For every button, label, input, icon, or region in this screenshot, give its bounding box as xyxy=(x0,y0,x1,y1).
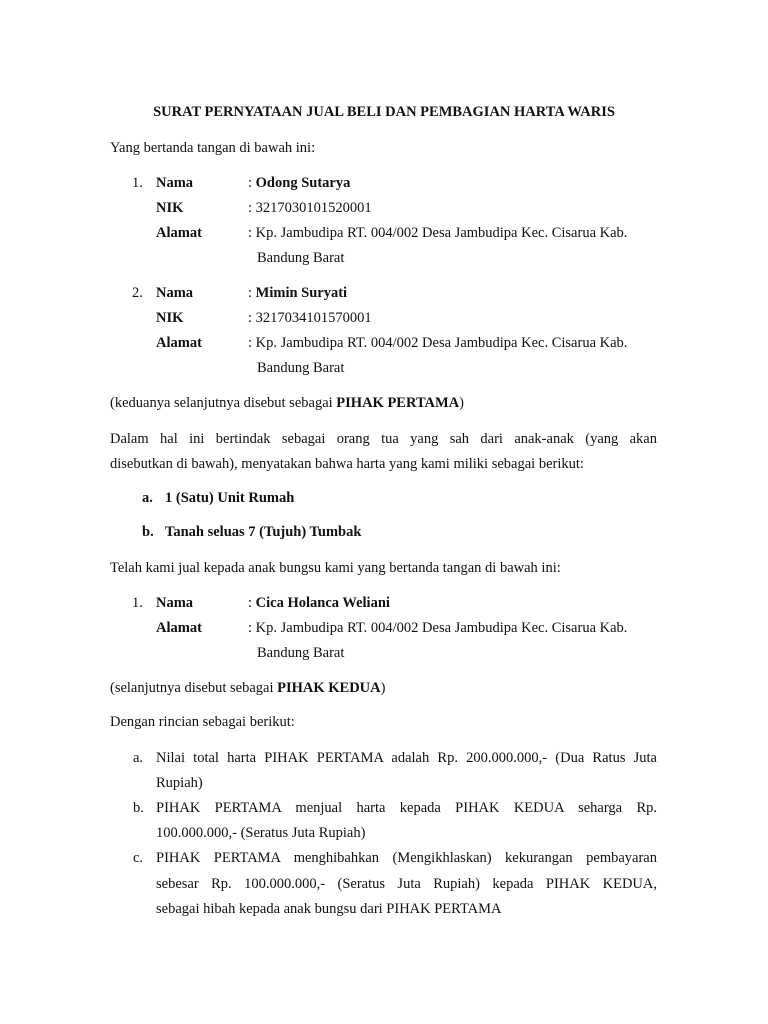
asset-b-marker: b. xyxy=(142,524,154,540)
party-2-address-line-2: Bandung Barat xyxy=(257,360,345,376)
party-2-number: 2. xyxy=(132,285,143,301)
details-intro: Dengan rincian sebagai berikut: xyxy=(110,714,295,730)
statement-line-1: Dalam hal ini bertindak sebagai orang tua yang sah dari anak-anak (yang akan xyxy=(110,431,657,447)
party-1-address-line-1: : Kp. Jambudipa RT. 004/002 Desa Jambudipa Kec. Cisarua Kab. xyxy=(248,225,628,241)
party-1-address-label: Alamat xyxy=(156,225,202,241)
buyer-address-line-2: Bandung Barat xyxy=(257,645,345,661)
buyer-name-label: Nama xyxy=(156,595,194,611)
asset-a-text: 1 (Satu) Unit Rumah xyxy=(165,490,295,506)
sold-intro: Telah kami jual kepada anak bungsu kami yang bertanda tangan di bawah ini: xyxy=(110,560,561,576)
party-1-name-label: Nama xyxy=(156,175,194,191)
buyer-number: 1. xyxy=(132,595,143,611)
intro-text: Yang bertanda tangan di bawah ini: xyxy=(110,140,316,156)
detail-a-line-1: Nilai total harta PIHAK PERTAMA adalah Rp. 200.000.000,- (Dua Ratus Juta xyxy=(156,750,657,766)
party-1-nik-label: NIK xyxy=(156,200,184,216)
detail-b-marker: b. xyxy=(133,800,144,816)
buyer-name: : Cica Holanca Weliani xyxy=(248,595,390,611)
party-1-name: : Odong Sutarya xyxy=(248,175,351,191)
pihak-kedua-note: (selanjutnya disebut sebagai PIHAK KEDUA) xyxy=(110,680,386,696)
detail-a-line-2: Rupiah) xyxy=(156,775,203,791)
detail-b-line-2: 100.000.000,- (Seratus Juta Rupiah) xyxy=(156,825,366,841)
party-2-nik: : 3217034101570001 xyxy=(248,310,372,326)
party-1-nik: : 3217030101520001 xyxy=(248,200,372,216)
detail-c-line-2: sebesar Rp. 100.000.000,- (Seratus Juta Rupiah) kepada PIHAK KEDUA, xyxy=(156,876,657,892)
detail-c-line-3: sebagai hibah kepada anak bungsu dari PIHAK PERTAMA xyxy=(156,901,502,917)
detail-c-marker: c. xyxy=(133,850,144,866)
pihak-pertama-note: (keduanya selanjutnya disebut sebagai PIHAK PERTAMA) xyxy=(110,395,465,411)
buyer-address-label: Alamat xyxy=(156,620,202,636)
detail-b-line-1: PIHAK PERTAMA menjual harta kepada PIHAK KEDUA seharga Rp. xyxy=(156,800,657,816)
asset-b-text: Tanah seluas 7 (Tujuh) Tumbak xyxy=(165,524,362,540)
party-2-address-label: Alamat xyxy=(156,335,202,351)
party-2-name-label: Nama xyxy=(156,285,194,301)
document-title: SURAT PERNYATAAN JUAL BELI DAN PEMBAGIAN HARTA WARIS xyxy=(153,104,615,120)
buyer-address-line-1: : Kp. Jambudipa RT. 004/002 Desa Jambudipa Kec. Cisarua Kab. xyxy=(248,620,628,636)
party-1-number: 1. xyxy=(132,175,143,191)
statement-line-2: disebutkan di bawah), menyatakan bahwa harta yang kami miliki sebagai berikut: xyxy=(110,456,584,472)
party-1-address-line-2: Bandung Barat xyxy=(257,250,345,266)
party-2-nik-label: NIK xyxy=(156,310,184,326)
detail-c-line-1: PIHAK PERTAMA menghibahkan (Mengikhlaskan) kekurangan pembayaran xyxy=(156,850,657,866)
detail-a-marker: a. xyxy=(133,750,144,766)
asset-a-marker: a. xyxy=(142,490,153,506)
party-2-name: : Mimin Suryati xyxy=(248,285,348,301)
party-2-address-line-1: : Kp. Jambudipa RT. 004/002 Desa Jambudipa Kec. Cisarua Kab. xyxy=(248,335,628,351)
